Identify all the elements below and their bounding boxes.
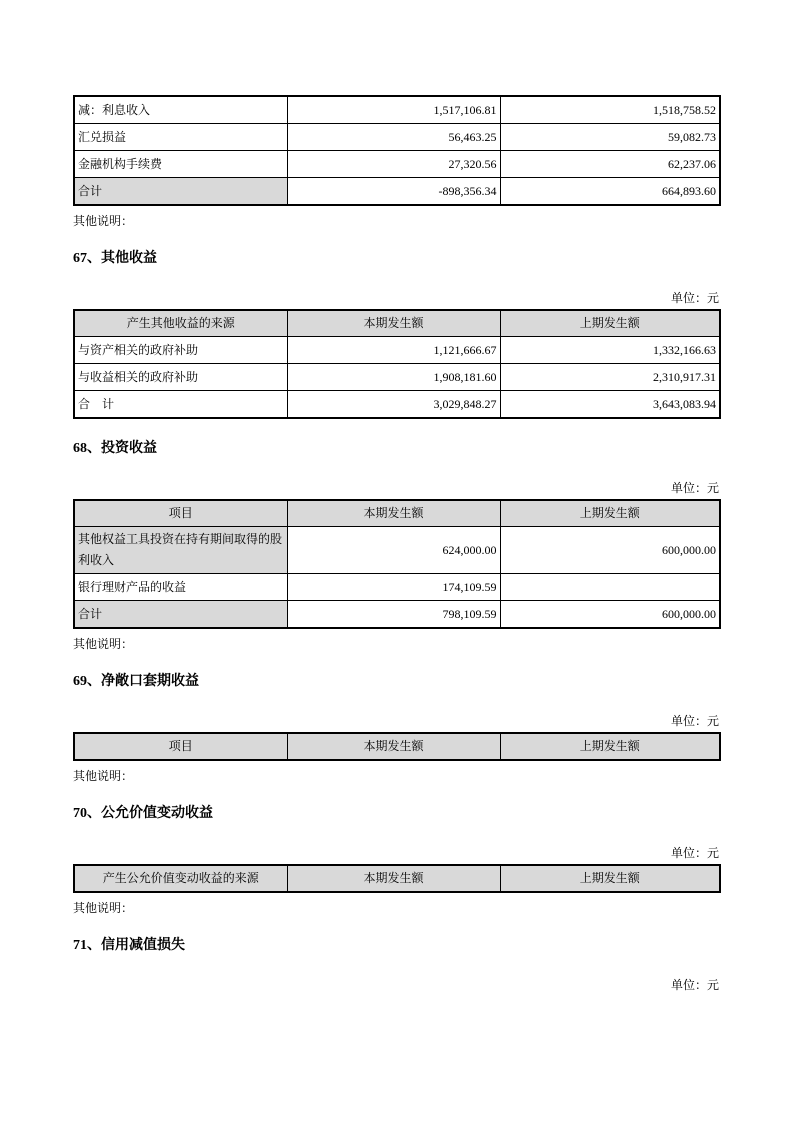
column-header-prior-period: 上期发生额: [500, 310, 720, 337]
prior-period-value: 600,000.00: [500, 601, 720, 629]
section-heading-71: 71、信用减值损失: [73, 938, 185, 953]
table-row: [74, 151, 720, 178]
row-label: 其他权益工具投资在持有期间取得的股利收入: [74, 527, 287, 574]
current-period-value: 1,121,666.67: [287, 337, 500, 364]
other-notes-label: 其他说明：: [73, 901, 134, 915]
row-label: 减：利息收入: [74, 96, 287, 124]
table-header-row: [74, 500, 720, 527]
net-hedge-income-table: [73, 732, 721, 761]
current-period-value: 174,109.59: [287, 574, 500, 601]
column-header-source: 产生其他收益的来源: [74, 310, 287, 337]
column-header-prior-period: 上期发生额: [500, 500, 720, 527]
prior-period-value: [500, 574, 720, 601]
table-row: [74, 337, 720, 364]
table-header-row: [74, 733, 720, 760]
current-period-value: 56,463.25: [287, 124, 500, 151]
table-header-row: [74, 865, 720, 892]
current-period-value: 624,000.00: [287, 527, 500, 574]
prior-period-value: 664,893.60: [500, 178, 720, 206]
section-heading-68: 68、投资收益: [73, 441, 157, 456]
column-header-current-period: 本期发生额: [287, 733, 500, 760]
current-period-value: 27,320.56: [287, 151, 500, 178]
row-label: 与资产相关的政府补助: [74, 337, 287, 364]
table-row: [74, 124, 720, 151]
page-content: [73, 0, 719, 993]
column-header-prior-period: 上期发生额: [500, 865, 720, 892]
section-heading-70: 70、公允价值变动收益: [73, 806, 213, 821]
other-notes-label: 其他说明：: [73, 637, 134, 651]
prior-period-value: 62,237.06: [500, 151, 720, 178]
table-row: [74, 527, 720, 574]
table-row: [74, 178, 720, 206]
column-header-source: 产生公允价值变动收益的来源: [74, 865, 287, 892]
table-header-row: [74, 310, 720, 337]
row-label: 与收益相关的政府补助: [74, 364, 287, 391]
column-header-current-period: 本期发生额: [287, 310, 500, 337]
column-header-current-period: 本期发生额: [287, 500, 500, 527]
other-notes-label: 其他说明：: [73, 214, 134, 228]
section-heading-67: 67、其他收益: [73, 251, 157, 266]
unit-label: 单位：元: [670, 978, 719, 992]
row-label: 银行理财产品的收益: [74, 574, 287, 601]
row-label: 合计: [74, 601, 287, 629]
current-period-value: 798,109.59: [287, 601, 500, 629]
row-label: 金融机构手续费: [74, 151, 287, 178]
prior-period-value: 600,000.00: [500, 527, 720, 574]
table-row: [74, 391, 720, 419]
current-period-value: 3,029,848.27: [287, 391, 500, 419]
current-period-value: 1,908,181.60: [287, 364, 500, 391]
prior-period-value: 59,082.73: [500, 124, 720, 151]
row-label: 合 计: [74, 391, 287, 419]
prior-period-value: 1,518,758.52: [500, 96, 720, 124]
prior-period-value: 1,332,166.63: [500, 337, 720, 364]
investment-income-table: [73, 499, 721, 629]
column-header-prior-period: 上期发生额: [500, 733, 720, 760]
prior-period-value: 3,643,083.94: [500, 391, 720, 419]
column-header-current-period: 本期发生额: [287, 865, 500, 892]
other-notes-label: 其他说明：: [73, 769, 134, 783]
financial-items-table: [73, 95, 721, 206]
table-row: [74, 601, 720, 629]
table-row: [74, 364, 720, 391]
unit-label: 单位：元: [670, 714, 719, 728]
unit-label: 单位：元: [670, 846, 719, 860]
other-income-table: [73, 309, 721, 419]
table-row: [74, 574, 720, 601]
table-row: [74, 96, 720, 124]
column-header-item: 项目: [74, 733, 287, 760]
column-header-item: 项目: [74, 500, 287, 527]
section-heading-69: 69、净敞口套期收益: [73, 674, 199, 689]
current-period-value: -898,356.34: [287, 178, 500, 206]
fair-value-change-income-table: [73, 864, 721, 893]
unit-label: 单位：元: [670, 481, 719, 495]
current-period-value: 1,517,106.81: [287, 96, 500, 124]
prior-period-value: 2,310,917.31: [500, 364, 720, 391]
row-label: 合计: [74, 178, 287, 206]
row-label: 汇兑损益: [74, 124, 287, 151]
unit-label: 单位：元: [670, 291, 719, 305]
